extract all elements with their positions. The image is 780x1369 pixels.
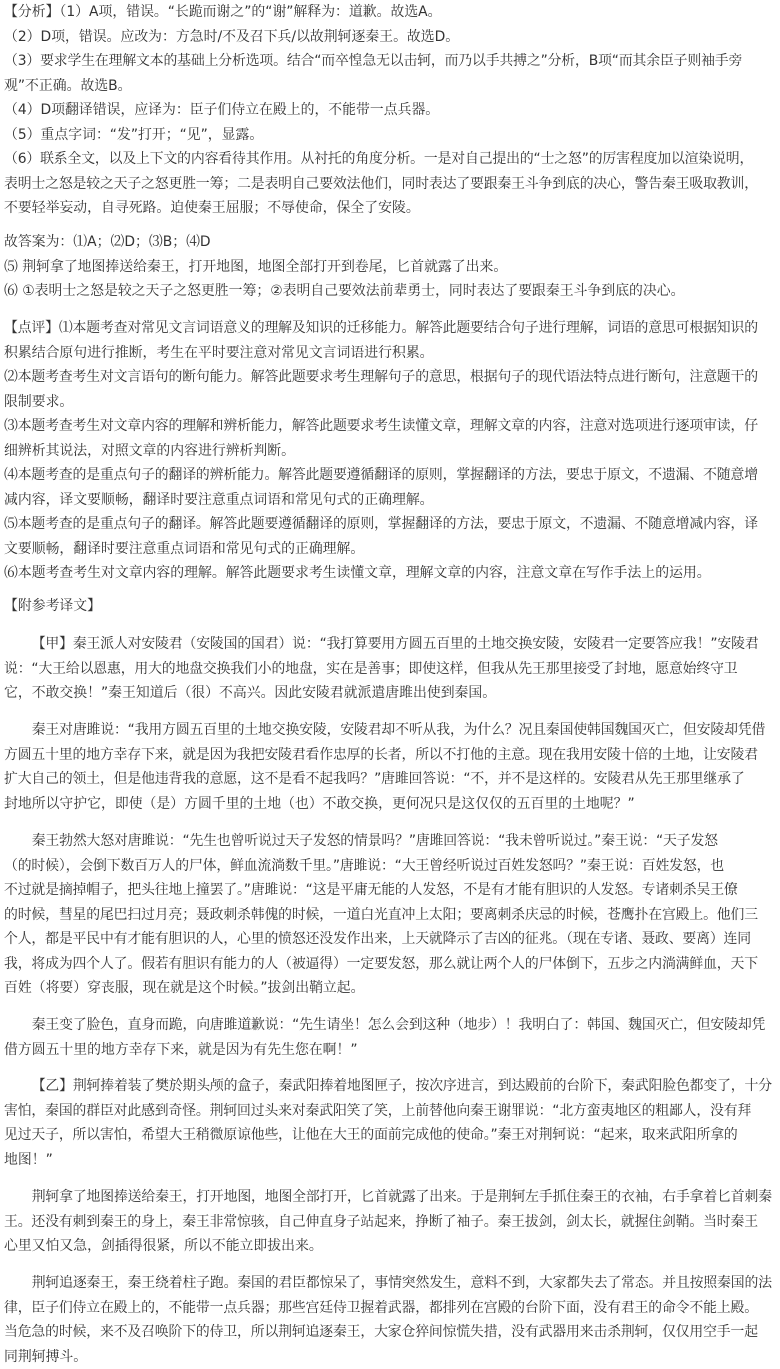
paragraph-line: 说：“大王给以恩惠，用大的地盘交换我们小的地盘，实在是善事；即使这样，但我从先王那里接受了封地，愿意始终守卫 [4, 657, 772, 682]
comment-line: 文要顺畅，翻译时要注意重点词语和常见句式的正确理解。 [4, 537, 772, 562]
analysis-line: 表明士之怒是较之天子之怒更胜一筹；二是表明自己要效法他们，同时表达了要跟秦王斗争到底的决心，警告秦王吸取教训， [4, 172, 772, 197]
translation-paragraph [4, 1013, 780, 1062]
paragraph-line: 它，不敢交换！”秦王知道后（很）不高兴。因此安陵君就派遣唐雎出使到秦国。 [4, 681, 772, 706]
translation-paragraph [4, 718, 780, 816]
paragraph-line: 荆轲拿了地图捧送给秦王，打开地图，地图全部打开，匕首就露了出来。于是荆轲左手抓住秦王的衣袖，右手拿着匕首刺秦 [4, 1185, 772, 1210]
analysis-line: （3）要求学生在理解文本的基础上分析选项。结合“而卒惶急无以击轲，而乃以手共搏之”分析，B项“而其余臣子则袖手旁 [4, 49, 772, 74]
answer-line: ⑸ 荆轲拿了地图捧送给秦王，打开地图，地图全部打开到卷尾，匕首就露了出来。 [4, 255, 772, 280]
paragraph-line: 王。还没有刺到秦王的身上，秦王非常惊骇，自己伸直身子站起来，挣断了袖子。秦王拔剑，剑太长，就握住剑鞘。当时秦王 [4, 1210, 772, 1235]
paragraph-line: 不过就是摘掉帽子，把头往地上撞罢了。”唐雎说：“这是平庸无能的人发怒，不是有才能有胆识的人发怒。专诸刺杀吴王僚 [4, 878, 772, 903]
answer-line: ⑹ ①表明士之怒是较之天子之怒更胜一筹；②表明自己要效法前辈勇士，同时表达了要跟秦王斗争到底的决心。 [4, 279, 772, 304]
answer-line: 故答案为：⑴A；⑵D；⑶B；⑷D [4, 230, 772, 255]
paragraph-line: 荆轲追逐秦王，秦王绕着柱子跑。秦国的君臣都惊呆了，事情突然发生，意料不到，大家都失去了常态。并且按照秦国的法 [4, 1271, 772, 1296]
paragraph-line: 借方圆五十里的地方幸存下来，就是因为有先生您在啊！” [4, 1038, 772, 1063]
analysis-line: 【分析】（1）A项，错误。“长跪而谢之”的“谢”解释为：道歉。故选A。 [4, 0, 772, 25]
analysis-line: （6）联系全文，以及上下文的内容看待其作用。从衬托的角度分析。一是对自己提出的“士之怒”的厉害程度加以渲染说明， [4, 147, 772, 172]
comment-line: ⑵本题考查考生对文言语句的断句能力。解答此题要求考生理解句子的意思，根据句子的现代语法特点进行断句，注意题干的 [4, 365, 772, 390]
comment-line: ⑹本题考查考生对文章内容的理解。解答此题要求考生读懂文章，理解文章的内容，注意文章在写作手法上的运用。 [4, 561, 772, 586]
translation-heading [4, 594, 780, 619]
paragraph-line: （的时候），会倒下数百万人的尸体，鲜血流淌数千里。”唐雎说：“大王曾经听说过百姓发怒吗？”秦王说：百姓发怒，也 [4, 854, 772, 879]
paragraph-line: 的时候，彗星的尾巴扫过月亮；聂政刺杀韩傀的时候，一道白光直冲上太阳；要离刺杀庆忌的时候，苍鹰扑在宫殿上。他们三 [4, 903, 772, 928]
translation-paragraph [4, 1074, 780, 1172]
paragraph-line: 扩大自己的领土，但是他违背我的意愿，这不是看不起我吗？”唐雎回答说：“不，并不是这样的。安陵君从先王那里继承了 [4, 767, 772, 792]
analysis-line: （5）重点字词：“发”打开；“见”，显露。 [4, 123, 772, 148]
paragraph-line: 个人，都是平民中有才能有胆识的人，心里的愤怒还没发作出来，上天就降示了吉凶的征兆。（现在专诸、聂政、要离）连同 [4, 927, 772, 952]
paragraph-line: 【乙】荆轲捧着装了樊於期头颅的盒子，秦武阳捧着地图匣子，按次序进言，到达殿前的台阶下，秦武阳脸色都变了，十分 [4, 1074, 772, 1099]
comment-line: 积累结合原句进行推断，考生在平时要注意对常见文言词语进行积累。 [4, 341, 772, 366]
analysis-line: （4）D项翻译错误，应译为：臣子们侍立在殿上的，不能带一点兵器。 [4, 98, 772, 123]
translation-paragraph [4, 829, 780, 1001]
analysis-line: 不要轻举妄动，自寻死路。迫使秦王屈服；不辱使命，保全了安陵。 [4, 196, 772, 221]
paragraph-line: 同荆轲搏斗。 [4, 1345, 772, 1369]
answer-section [4, 230, 780, 304]
comment-line: ⑶本题考查考生对文章内容的理解和辨析能力，解答此题要求考生读懂文章，理解文章的内容，注意对选项进行逐项审读，仔 [4, 414, 772, 439]
paragraph-line: 律，臣子们侍立在殿上的，不能带一点兵器；那些宫廷侍卫握着武器，都排列在宫殿的台阶下面，没有君王的命令不能上殿。 [4, 1296, 772, 1321]
comment-line: 限制要求。 [4, 390, 772, 415]
paragraph-line: 害怕，秦国的群臣对此感到奇怪。荆轲回过头来对秦武阳笑了笑，上前替他向秦王谢罪说：“北方蛮夷地区的粗鄙人，没有拜 [4, 1099, 772, 1124]
comment-line: ⑷本题考查的是重点句子的翻译的辨析能力。解答此题要遵循翻译的原则，掌握翻译的方法，要忠于原文，不遗漏、不随意增 [4, 463, 772, 488]
analysis-line: 观”不正确。故选B。 [4, 74, 772, 99]
comment-line: 【点评】⑴本题考查对常见文言词语意义的理解及知识的迁移能力。解答此题要结合句子进行理解，词语的意思可根据知识的 [4, 316, 772, 341]
analysis-section [4, 0, 780, 221]
paragraph-line: 秦王对唐雎说：“我用方圆五百里的土地交换安陵，安陵君却不听从我，为什么？况且秦国使韩国魏国灭亡，但安陵却凭借 [4, 718, 772, 743]
translation-paragraph [4, 632, 780, 706]
comment-section [4, 316, 780, 586]
paragraph-line: 【甲】秦王派人对安陵君（安陵国的国君）说：“我打算要用方圆五百里的土地交换安陵，安陵君一定要答应我！”安陵君 [4, 632, 772, 657]
paragraph-line: 心里又怕又急，剑插得很紧，所以不能立即拔出来。 [4, 1234, 772, 1259]
paragraph-line: 百姓（将要）穿丧服，现在就是这个时候。”拔剑出鞘立起。 [4, 976, 772, 1001]
paragraph-line: 见过天子，所以害怕，希望大王稍微原谅他些，让他在大王的面前完成他的使命。”秦王对荆轲说：“起来，取来武阳所拿的 [4, 1123, 772, 1148]
paragraph-line: 地图！” [4, 1148, 772, 1173]
paragraph-line: 我，将成为四个人了。假若有胆识有能力的人（被逼得）一定要发怒，那么就让两个人的尸体倒下，五步之内淌满鲜血，天下 [4, 952, 772, 977]
comment-line: 减内容，译文要顺畅，翻译时要注意重点词语和常见句式的正确理解。 [4, 488, 772, 513]
paragraph-line: 秦王变了脸色，直身而跪，向唐雎道歉说：“先生请坐！怎么会到这种（地步）！我明白了：韩国、魏国灭亡，但安陵却凭 [4, 1013, 772, 1038]
paragraph-line: 方圆五十里的地方幸存下来，就是因为我把安陵君看作忠厚的长者，所以不打他的主意。现在我用安陵十倍的土地，让安陵君 [4, 743, 772, 768]
paragraph-line: 秦王勃然大怒对唐雎说：“先生也曾听说过天子发怒的情景吗？”唐雎回答说：“我未曾听说过。”秦王说：“天子发怒 [4, 829, 772, 854]
translation-paragraph [4, 1271, 780, 1369]
paragraph-line: 当危急的时候，来不及召唤阶下的侍卫，所以荆轲追逐秦王，大家仓猝间惊慌失措，没有武器用来击杀荆轲，仅仅用空手一起 [4, 1320, 772, 1345]
paragraph-line: 封地所以守护它，即使（是）方圆千里的土地（也）不敢交换，更何况只是这仅仅的五百里的土地呢？” [4, 792, 772, 817]
translation-heading-text: 【附参考译文】 [4, 594, 772, 619]
comment-line: ⑸本题考查的是重点句子的翻译。解答此题要遵循翻译的原则，掌握翻译的方法，要忠于原文，不遗漏、不随意增减内容，译 [4, 512, 772, 537]
comment-line: 细辨析其说法，对照文章的内容进行辨析判断。 [4, 439, 772, 464]
analysis-line: （2）D项，错误。应改为：方急时/不及召下兵/以故荆轲逐秦王。故选D。 [4, 25, 772, 50]
translation-paragraph [4, 1185, 780, 1259]
